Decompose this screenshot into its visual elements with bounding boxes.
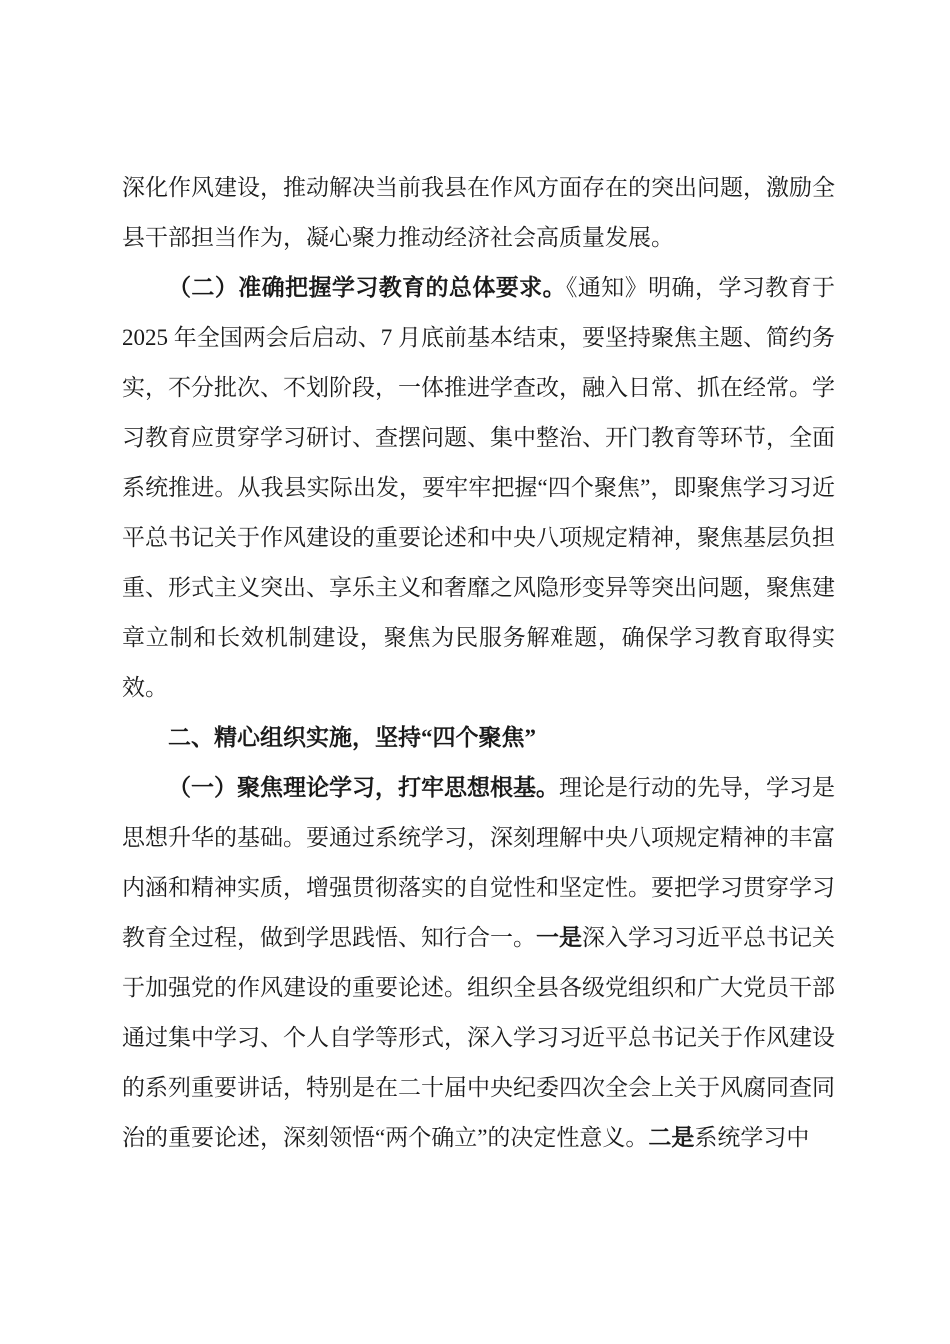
text-segment: 理论是行动的先导，学习是思想升华的基础。要通过系统学习，深刻理解中央八项规定精神的丰富内涵和精神实质，增强贯彻落实的自觉性和坚定性。要把学习贯穿学习教育全过程，做到学思践悟、知行合一。 bbox=[122, 775, 835, 950]
bold-text-segment: 一是 bbox=[536, 925, 582, 950]
paragraph-section-2-item-1 bbox=[122, 763, 835, 1163]
text-segment: 《通知》明确，学习教育于 2025 年全国两会后启动、7 月底前基本结束，要坚持聚焦主题、简约务实，不分批次、不划阶段，一体推进学查改，融入日常、抓在经常。学习教育应贯穿学习研讨、查摆问题、集中整治、开门教育等环节，全面系统推进。从我县实际出发，要牢牢把握“四个聚焦”，即聚焦学习习近平总书记关于作风建设的重要论述和中央八项规定精神，聚焦基层负担重、形式主义突出、享乐主义和奢靡之风隐形变异等突出问题，聚焦建章立制和长效机制建设，聚焦为民服务解难题，确保学习教育取得实效。 bbox=[122, 275, 836, 700]
bold-text-segment: 二、精心组织实施，坚持“四个聚焦” bbox=[168, 725, 536, 750]
bold-text-segment: （二）准确把握学习教育的总体要求。 bbox=[168, 275, 566, 300]
paragraph-continuation bbox=[122, 163, 835, 263]
heading-section-2 bbox=[122, 713, 835, 763]
text-segment: 深入学习习近平总书记关于加强党的作风建设的重要论述。组织全县各级党组织和广大党员干部通过集中学习、个人自学等形式，深入学习习近平总书记关于作风建设的系列重要讲话，特别是在二十届中央纪委四次全会上关于风腐同查同治的重要论述，深刻领悟“两个确立”的决定性意义。 bbox=[122, 925, 835, 1150]
paragraph-section-1-item-2 bbox=[122, 263, 835, 713]
text-segment: 系统学习中 bbox=[694, 1125, 810, 1150]
bold-text-segment: （一）聚焦理论学习，打牢思想根基。 bbox=[168, 775, 559, 800]
bold-text-segment: 二是 bbox=[648, 1125, 695, 1150]
text-segment: 深化作风建设，推动解决当前我县在作风方面存在的突出问题，激励全县干部担当作为，凝心聚力推动经济社会高质量发展。 bbox=[122, 175, 835, 250]
